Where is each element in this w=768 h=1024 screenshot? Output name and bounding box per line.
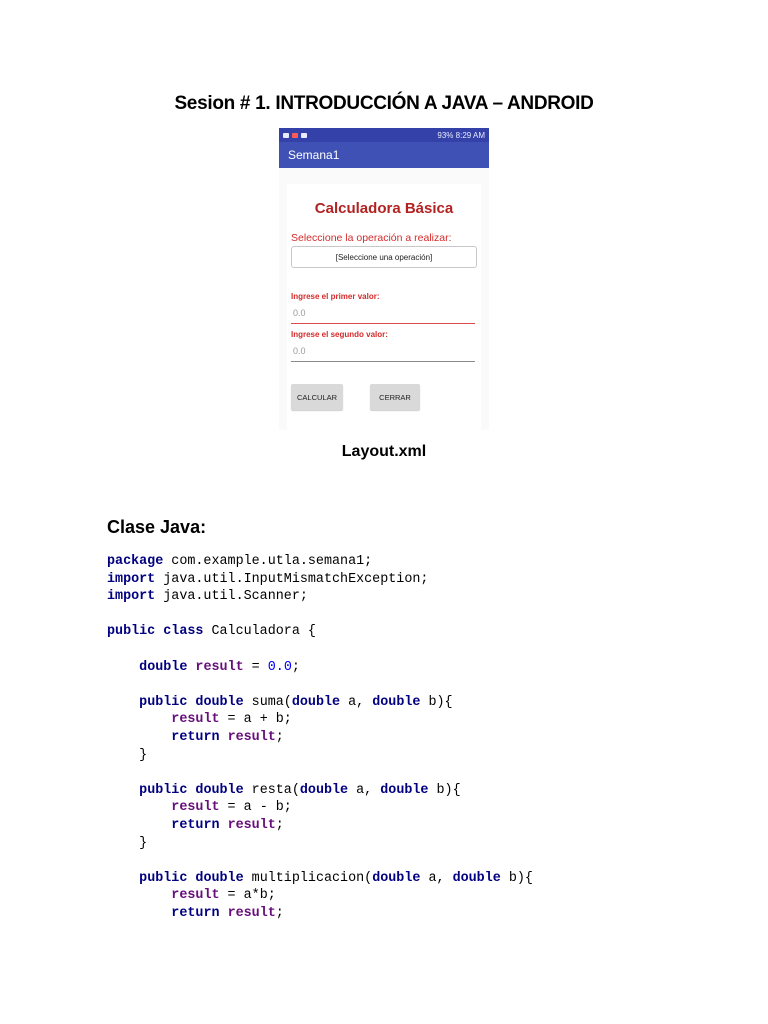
status-icons [283,133,307,138]
document-title: Sesion # 1. INTRODUCCIÓN A JAVA – ANDROID [174,93,594,114]
code-line [107,817,533,835]
code-line [107,641,533,659]
code-line [107,588,533,606]
code-line [107,659,533,677]
code-line [107,623,533,641]
code-line [107,905,533,923]
code-token: b){ [500,870,533,886]
code-token: java.util.Scanner; [155,589,308,605]
code-token [107,712,171,727]
code-token: ; [275,729,284,745]
code-token [220,730,228,745]
code-token [107,871,139,886]
code-token: ; [291,659,300,675]
code-token: double [291,694,341,710]
android-screenshot [279,128,489,430]
code-line [107,852,533,870]
code-line [107,887,533,905]
code-token: import [107,589,156,605]
first-value-input[interactable] [291,308,475,324]
code-token: b){ [420,694,453,710]
code-line [107,571,533,589]
code-token: return [171,905,220,921]
close-button-label: CERRAR [379,392,411,402]
figure-caption: Layout.xml [341,443,427,460]
calculate-button[interactable] [291,384,343,410]
code-token [107,800,171,815]
code-line [107,870,533,888]
code-line [107,729,533,747]
code-token: double [299,782,349,798]
code-token: result [171,888,220,904]
first-value-hint: 0.0 [293,308,306,318]
code-line [107,553,533,571]
code-token: a, [340,694,373,710]
code-token: = a*b; [219,888,276,904]
code-line [107,747,533,765]
code-token: return [171,729,220,745]
code-line [107,782,533,800]
code-line [107,606,533,624]
code-token: } [107,835,148,851]
section-heading: Clase Java: [107,517,207,537]
code-token: double [452,870,501,886]
java-code-block [107,553,533,922]
code-token: result [227,817,276,833]
operation-spinner-value: [Seleccione una operación] [335,252,433,262]
second-value-hint: 0.0 [293,346,306,356]
code-token: a, [348,782,381,798]
code-token: result [171,800,220,816]
code-token: public class [107,624,204,640]
code-token: result [171,712,220,728]
status-battery-time: 93% 8:29 AM [437,130,485,140]
app-title: Semana1 [288,148,340,162]
code-token: ; [275,905,284,921]
code-line [107,764,533,782]
code-token: com.example.utla.semana1; [163,554,373,569]
app-bar [279,142,489,168]
code-token: result [195,659,244,675]
code-token: double [372,870,421,886]
code-token: result [227,905,276,921]
message-icon [301,133,307,138]
operation-spinner[interactable] [291,246,477,268]
code-token: public double [139,870,244,886]
code-token: } [107,747,148,763]
code-token: a, [420,870,453,886]
code-token: b){ [428,782,461,798]
alert-icon [292,133,298,138]
code-token [107,888,171,903]
code-token: = [243,659,268,675]
code-token: double [372,694,421,710]
code-line [107,676,533,694]
code-token: ; [275,817,284,833]
code-token: return [171,817,220,833]
code-token: = a - b; [219,800,292,816]
code-token: public double [139,694,244,710]
code-token: resta( [243,782,300,798]
code-token: multiplicacion( [243,870,373,886]
second-value-label: Ingrese el segundo valor: [291,330,388,339]
code-token [107,660,139,675]
code-token [107,730,171,745]
code-line [107,799,533,817]
code-token: result [227,729,276,745]
code-token [220,818,228,833]
code-token: = a + b; [219,712,292,728]
notification-icon [283,133,289,138]
code-token: java.util.InputMismatchException; [155,571,429,587]
code-token: package [107,554,164,569]
code-line [107,694,533,712]
code-line [107,835,533,853]
code-token [107,695,139,710]
calculate-button-label: CALCULAR [296,392,337,402]
code-token [107,783,139,798]
status-bar [279,128,489,142]
calculator-form [287,184,481,430]
calculator-title: Calculadora Básica [314,200,454,217]
close-button[interactable] [370,384,420,410]
code-token: public double [139,782,244,798]
code-token: double [380,782,429,798]
second-value-input[interactable] [291,346,475,362]
code-token: suma( [243,694,292,710]
code-line [107,711,533,729]
code-token: 0.0 [267,659,292,675]
first-value-label: Ingrese el primer valor: [291,292,380,301]
code-token [220,906,228,921]
code-token: double [139,659,188,675]
code-token: import [107,571,156,587]
operation-label: Seleccione la operación a realizar: [291,232,452,244]
code-token [107,906,171,921]
code-token: Calculadora { [203,624,316,640]
code-token [107,818,171,833]
